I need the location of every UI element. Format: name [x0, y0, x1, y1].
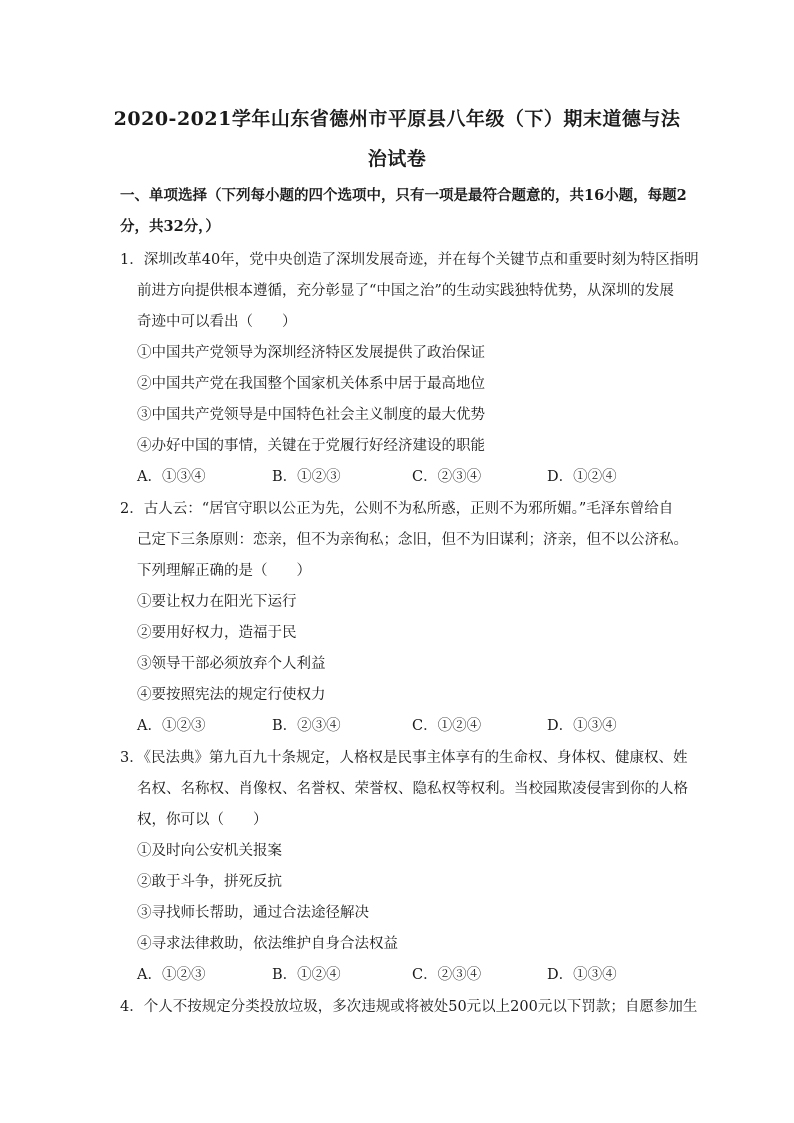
section-heading-line-1: 一、单项选择（下列每小题的四个选项中，只有一项是最符合题意的，共16小题，每题2	[120, 187, 687, 204]
question-item: ②敢于斗争，拼死反抗	[137, 874, 282, 890]
exam-title-line-1: 2020-2021学年山东省德州市平原县八年级（下）期末道德与法	[113, 108, 681, 130]
question-stem-line: 2．古人云：“居官守职以公正为先，公则不为私所惑，正则不为邪所媚。”毛泽东曾给自	[120, 501, 674, 517]
question-item: ②中国共产党在我国整个国家机关体系中居于最高地位	[137, 376, 485, 392]
option-a[interactable]: A．①②③	[137, 967, 206, 983]
question-stem-line: 1．深圳改革40年，党中央创造了深圳发展奇迹，并在每个关键节点和重要时刻为特区指明	[120, 252, 699, 268]
option-a[interactable]: A．①②③	[137, 718, 206, 734]
option-d[interactable]: D．①②④	[547, 469, 617, 485]
question-item: ④办好中国的事情，关键在于党履行好经济建设的职能	[137, 438, 485, 454]
question-item: ①中国共产党领导为深圳经济特区发展提供了政治保证	[137, 345, 485, 361]
option-b[interactable]: B．①②③	[272, 469, 341, 485]
section-heading	[120, 180, 690, 242]
option-c[interactable]: C．②③④	[412, 967, 482, 983]
question-stem-line: 名权、名称权、肖像权、名誉权、荣誉权、隐私权等权利。当校园欺凌侵害到你的人格	[137, 781, 688, 797]
question-stem-line: 权，你可以（ ）	[137, 812, 268, 828]
option-b[interactable]: B．②③④	[272, 718, 341, 734]
question-stem-line: 3．《民法典》第九百九十条规定，人格权是民事主体享有的生命权、身体权、健康权、姓	[120, 750, 688, 766]
option-d[interactable]: D．①③④	[547, 967, 617, 983]
question-stem-line: 下列理解正确的是（ ）	[137, 563, 311, 579]
question-item: ③寻找师长帮助，通过合法途径解决	[137, 905, 369, 921]
question-stem-line: 奇迹中可以看出（ ）	[137, 314, 297, 330]
question-item: ④要按照宪法的规定行使权力	[137, 687, 326, 703]
question-item: ①要让权力在阳光下运行	[137, 594, 297, 610]
question-item: ②要用好权力，造福于民	[137, 625, 297, 641]
option-c[interactable]: C．①②④	[412, 718, 482, 734]
question-item: ①及时向公安机关报案	[137, 843, 282, 859]
exam-title-line-2: 治试卷	[367, 148, 427, 170]
section-heading-line-2: 分，共32分，）	[120, 218, 220, 235]
question-stem-line: 前进方向提供根本遵循，充分彰显了“中国之治”的生动实践独特优势，从深圳的发展	[137, 283, 674, 299]
option-c[interactable]: C．②③④	[412, 469, 482, 485]
option-d[interactable]: D．①③④	[547, 718, 617, 734]
question-item: ③领导干部必须放弃个人利益	[137, 656, 326, 672]
option-b[interactable]: B．①②④	[272, 967, 341, 983]
question-item: ③中国共产党领导是中国特色社会主义制度的最大优势	[137, 407, 485, 423]
question-stem-line: 己定下三条原则：恋亲，但不为亲徇私；念旧，但不为旧谋利；济亲，但不以公济私。	[137, 532, 688, 548]
question-stem-line: 4．个人不按规定分类投放垃圾，多次违规或将被处50元以上200元以下罚款；自愿参加生	[120, 999, 698, 1015]
question-item: ④寻求法律救助，依法维护自身合法权益	[137, 936, 398, 952]
option-a[interactable]: A．①③④	[137, 469, 206, 485]
